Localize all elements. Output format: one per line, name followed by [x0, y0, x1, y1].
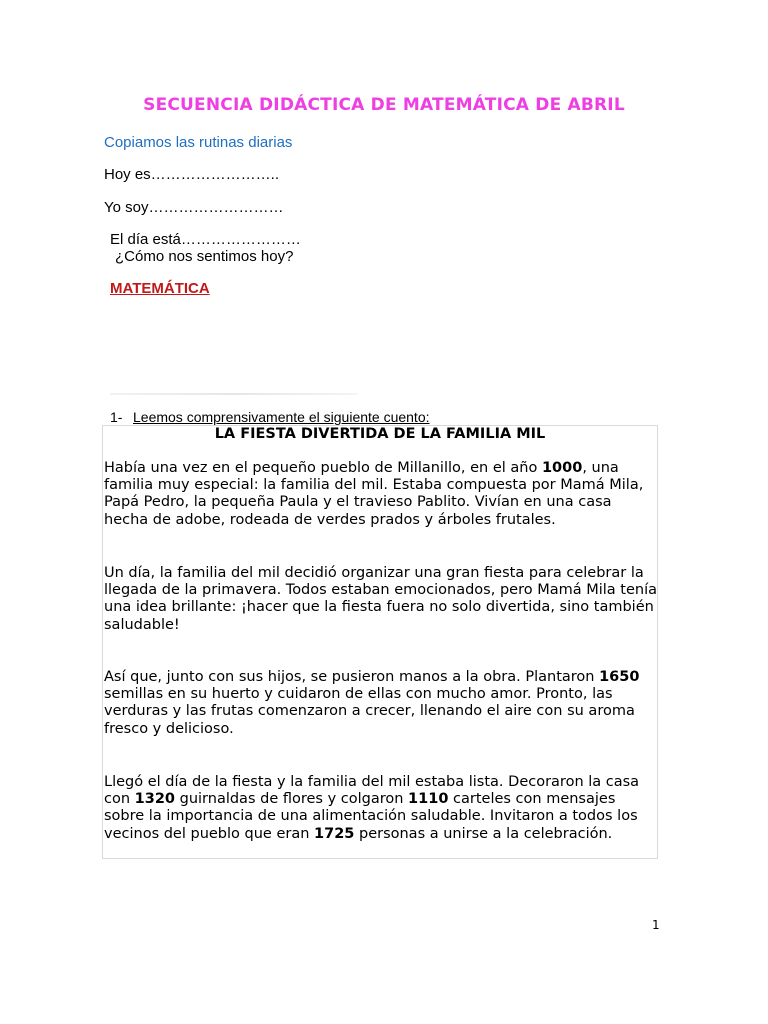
faint-divider [110, 393, 358, 395]
story-text: , una familia muy especial: la familia del mil. Estaba compuesta por Mamá Mila, Papá Pedro, la pequeña Paula y el travieso Pablito. Vivían en una casa hecha de adobe, rodeada de verdes prados y árboles frutales. [104, 460, 644, 528]
story-text: Había una vez en el pequeño pueblo de Millanillo, en el año [104, 460, 542, 476]
story-number: 1000 [541, 460, 583, 476]
story-box [102, 425, 658, 859]
story-text: Así que, junto con sus hijos, se pusieron manos a la obra. Plantaron [104, 669, 600, 685]
routine-weather-line: El día está…………………… [110, 231, 301, 248]
story-paragraph-2: Un día, la familia del mil decidió organizar una gran fiesta para celebrar la llegada de la primavera. Todos estaban emocionados, pero Mamá Mila tenía una idea brillante: ¡hacer que la fiesta fuera no solo divertida, sino también saludable! [104, 565, 657, 633]
activity-number: 1- [110, 409, 123, 425]
document-title: SECUENCIA DIDÁCTICA DE MATEMÁTICA DE ABRIL [143, 95, 625, 115]
routine-feeling-line: ¿Cómo nos sentimos hoy? [115, 248, 294, 265]
story-text: Llegó el día de la fiesta y la familia del mil estaba lista. Decoraron la casa con [104, 774, 640, 808]
story-text: carteles con mensajes sobre la importancia de una alimentación saludable. Invitaron a todos los vecinos del pueblo que eran [104, 791, 638, 842]
story-paragraph-4 [104, 774, 658, 843]
story-text: guirnaldas de flores y colgaron [175, 791, 409, 808]
story-text: personas a unirse a la celebración. [354, 825, 613, 842]
activity-instruction: Leemos comprensivamente el siguiente cuento: [133, 409, 430, 425]
page-number: 1 [652, 918, 660, 932]
story-number: 1725 [314, 825, 355, 842]
story-number: 1110 [408, 791, 449, 808]
story-title: LA FIESTA DIVERTIDA DE LA FAMILIA MIL [214, 426, 546, 442]
story-text: semillas en su huerto y cuidaron de ellas con mucho amor. Pronto, las verduras y las frutas comenzaron a crecer, llenando el aire con su aroma fresco y delicioso. [104, 686, 635, 737]
routine-today-line: Hoy es…………………….. [104, 166, 280, 183]
story-number: 1320 [134, 791, 176, 808]
routine-i-am-line: Yo soy……………………… [104, 199, 284, 216]
story-number: 1650 [599, 669, 640, 685]
story-paragraph-3 [104, 669, 658, 738]
section-heading-matematica: MATEMÁTICA [110, 280, 210, 297]
story-paragraph-1 [104, 460, 658, 529]
routine-subtitle: Copiamos las rutinas diarias [104, 134, 293, 151]
